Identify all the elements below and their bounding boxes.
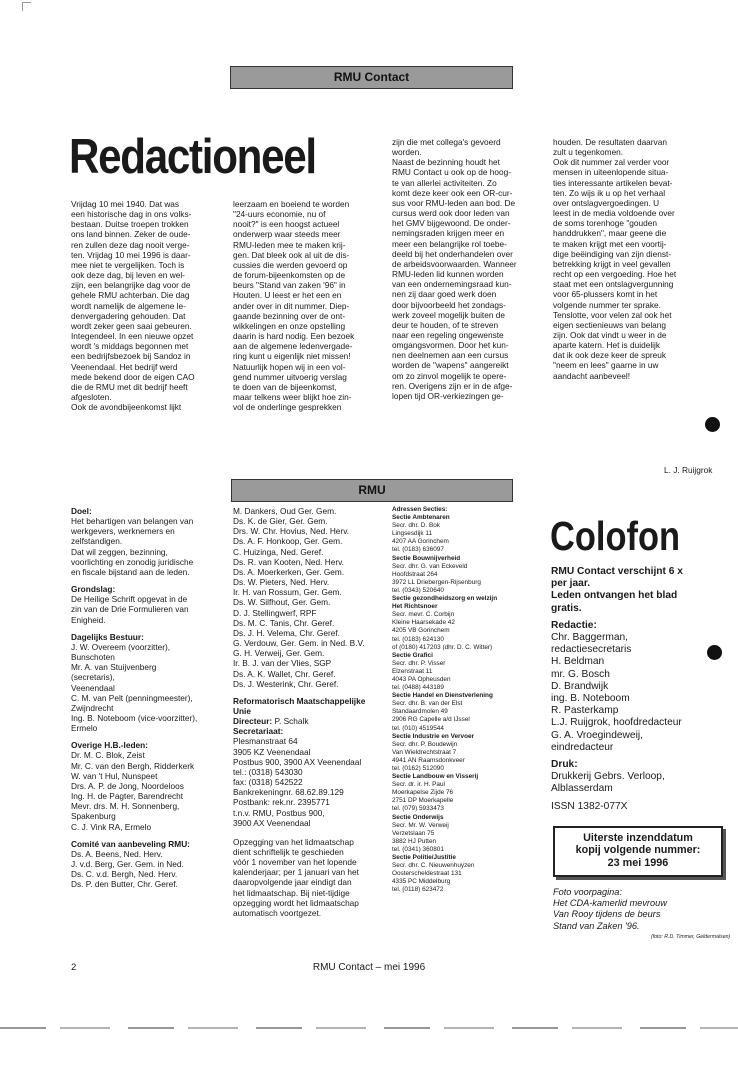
editorial-signature: L. J. Ruijgrok [664, 465, 713, 475]
secretariat-label: Secretariaat: [233, 726, 284, 737]
sections-title: Adressen Secties: [392, 506, 448, 513]
photo-credit: (foto: R.D. Timmer, Geldermalsen) [651, 934, 731, 940]
issn: ISSN 1382-077X [551, 801, 628, 812]
hb-leden-heading: Overige H.B.-leden: [71, 740, 148, 751]
section-address: Secr. dhr. P. Boudewijn Van Wieldrechtstraat 7 4941 AN Raamsdonkveer tel. (0162) 512090 [392, 740, 465, 772]
rmu-column-1 [71, 506, 231, 946]
secretariat-address: Plesmanstraat 64 3905 KZ Veenendaal Postbus 900, 3900 AX Veenendaal tel.: (0318) 543030 fax: (0318) 542522 Bankrekeningnr. 68.62.89.129 Postbank: rek.nr. 2395771 t.n.v. RMU, Postbus 900, 3900 AX Veenendaal [233, 736, 362, 828]
membership-text: Opzegging van het lidmaatschap dient schriftelijk te geschieden vóór 1 november van het lopende kalenderjaar; per 1 januari van het daaropvolgende jaar eindigt dan het lidmaatschap. Bij niet-tijdige opzegging wordt het lidmaatschap automatisch voortgezet. [233, 836, 359, 918]
editorial-column-4: houden. De resultaten daarvan zult u tegenkomen. Ook dit nummer zal verder voor mensen in uiteenlopende situa- ties interessante artikelen bevat- ten. Zo wijs ik u op het verhaal over ontslagvergoedingen. U leest in de media voldoende over de soms torenhoge "gouden handdrukken", maar geene die te maken krijgt met een voortij- dige beëindiging van zijn dienst- betrekking krijgt in veel gevallen recht op een vergoeding. Hoe het staat met een ontslagvergunning voor 65-plussers komt in het volgende nummer ter sprake. Tenslotte, voor velen zal ook het eigen sectienieuws van belang zijn. Ook dat vindt u weer in de aparte katern. Het is duidelijk dat ik ook deze keer de spreuk "neem en lees" gaarne in uw aandacht aanbeveel! [553, 137, 677, 381]
redactie-label: Redactie: [551, 620, 597, 631]
redactie-list: Chr. Baggerman, redactiesecretaris H. Beldman mr. G. Bosch D. Brandwijk ing. B. Noteboom R. Pasterkamp L.J. Ruijgrok, hoofdredacteur G. A. Vroegindeweij, eindredacteur [551, 632, 682, 753]
section-heading: Sectie Industrie en Vervoer [392, 732, 475, 740]
druk-label: Druk: [551, 759, 578, 770]
editorial-column-2: leerzaam en boeiend te worden "24-uurs economie, nu of nooit?" is een hoogst actueel onderwerp waar steeds meer RMU-leden mee te maken krij- gen. Dat bleek ook al uit de dis- cussies die werden gevoerd op de forum-bijeenkomsten op de beurs "Stand van zaken '96" in Houten. U leest er het een en ander over in dit nummer. Diep- gaande bezinning over de ont- wikkelingen en onze opstelling daarin is hard nodig. Een bezoek aan de algemene ledenvergade- ring kunt u eigenlijk niet missen! Natuurlijk hopen wij in een vol- gend nummer uitvoerig verslag te doen van de bijeenkomst, maar telkens weer blijkt hoe zin- vol de onderlinge gesprekken [233, 199, 355, 413]
editorial-title: Redactioneel [69, 130, 316, 184]
editorial-column-3: zijn die met collega's gevoerd worden. Naast de bezinning houdt het RMU Contact u ook op de hoog- te van allerlei activiteiten. Zo komt deze keer ook een OR-cur- sus voor RMU-leden aan bod. De cursus werd ook door leden van het GMV bijgewoond. De onder- nemingsraden krijgen meer en meer een belangrijke rol toebe- deeld bij het onderhandelen over de arbeidsvoorwaarden. Wanneer RMU-leden lid kunnen worden van een ondernemingsraad kun- nen zij daar goed werk doen door bijvoorbeeld het zondags- werk zoveel mogelijk buiten de deur te houden, of te streven naar een regeling ongewenste omgangsvormen. Door het kun- nen deelnemen aan een cursus worden de "wapens" aangereikt om zo zinvol mogelijk te opere- ren. Overigens zijn er in de afge- lopen tijd OR-verkiezingen ge- [392, 137, 517, 401]
page-number: 2 [71, 962, 77, 973]
section-address: Secr. dhr. B. van der Elst Standaardmolen 49 2906 RG Capelle a/d IJssel tel. (010) 4519544 [392, 700, 470, 732]
grondslag-text: De Heilige Schrift opgevat in de zin van de Drie Formulieren van Enigheid. [71, 594, 189, 625]
section-address: Secr. dhr. P. Visser Elzenstraat 11 4043 PA Opheusden tel. (0488) 443189 [392, 659, 451, 692]
comite-heading: Comité van aanbeveling RMU: [71, 838, 190, 849]
section-address: Secr. dhr. D. Bok Lingsesdijk 11 4207 AA Gorinchem tel. (0183) 636097 [392, 522, 449, 554]
director-name: P. Schalk [274, 716, 309, 727]
punch-hole [705, 417, 720, 432]
sections-list [392, 514, 544, 894]
section-address: Secr. dhr. C. Nieuwenhuyzen Oosterscheldestraat 131 4335 PC Middelburg tel. (0118) 623472 [392, 862, 475, 894]
doel-heading: Doel: [71, 506, 92, 516]
photo-caption: Foto voorpagina: Het CDA-kamerlid mevrouw Van Rooy tijdens de beurs Stand van Zaken '96. [553, 887, 667, 931]
sections-column [392, 506, 544, 951]
section-address: Secr. dhr. G. van Eckeveld Hoofdstraat 264 3972 LL Driebergen-Rijsenburg tel. (0343) 520640 [392, 562, 481, 594]
druk-text: Drukkerij Gebrs. Verloop, Alblasserdam [551, 771, 665, 795]
doel-text: Het behartigen van belangen van werkgevers, werknemers en zelfstandigen. Dat wil zeggen, bezinning, voorlichting en zonodig juridische en fiscale bijstand aan de leden. [71, 516, 194, 577]
section-address: Secr. dr. ir. H. Paul Moerkapelse Zijde 76 2751 DP Moerkapelle tel. (079) 5933473 [392, 781, 454, 813]
org-title: Reformatorisch Maatschappelijke Unie [233, 695, 366, 716]
grondslag-heading: Grondslag: [71, 584, 116, 595]
colofon-title: Colofon [550, 513, 681, 559]
dagelijks-bestuur-text: J. W. Overeem (voorzitter), Bunschoten Mr. A. van Stuijvenberg (secretaris), Veenendaal C. M. van Pelt (penningmeester), Zwijndrecht Ing. B. Noteboom (vice-voorzitter), Ermelo [71, 641, 198, 734]
colofon-intro: RMU Contact verschijnt 6 x per jaar. Leden ontvangen het blad gratis. [551, 566, 683, 614]
section-heading: Sectie Politie/Justitie [392, 854, 456, 862]
rmu-column-2 [233, 506, 385, 946]
section-banner: RMU [231, 479, 513, 502]
comite-names: M. Dankers, Oud Ger. Gem. Ds. K. de Gier, Ger. Gem. Drs. W. Chr. Hovius, Ned. Herv. Ds. A. F. Honkoop, Ger. Gem. C. Huizinga, Ned. Geref. Ds. R. van Kooten, Ned. Herv. Ds. A. Moerkerken, Ger. Gem. Ds. W. Pieters, Ned. Herv. Ir. H. van Rossum, Ger. Gem. Ds. W. Silfhout, Ger. Gem. D. J. Stellingwerf, RPF Ds. M. C. Tanis, Chr. Geref. Ds. J. H. Velema, Chr. Geref. G. Verdouw, Ger. Gem. in Ned. B.V. G. H. Verweij, Ger. Gem. Ir. B. J. van der Vlies, SGP Ds. A. K. Wallet, Chr. Geref. Ds. J. Westerink, Chr. Geref. [233, 506, 365, 689]
punch-hole [707, 645, 722, 660]
dagelijks-bestuur-heading: Dagelijks Bestuur: [71, 631, 144, 642]
footer-title: RMU Contact – mei 1996 [312, 962, 426, 973]
section-heading: Sectie Handel en Dienstverlening [392, 692, 493, 700]
section-heading: Sectie Grafici [392, 651, 433, 659]
section-heading: Sectie gezondheidszorg en welzijn Het Richtsnoer [392, 595, 498, 611]
section-address: Secr. Mr. W. Verweij Verzetslaan 75 3882 HJ Putten tel. (0341) 360801 [392, 821, 449, 853]
editorial-column-1: Vrijdag 10 mei 1940. Dat was een historische dag in ons volks- bestaan. Duitse troepen trokken ons land binnen. Zeker de oude- ren zullen deze dag nooit verge- ten. Vrijdag 10 mei 1996 is daar- mee niet te vergelijken. Toch is ook deze dag, bij leven en wel- zijn, een belangrijke dag voor de gehele RMU achterban. Die dag wordt namelijk de algemene le- denvergadering gehouden. Dat wordt zeker geen saai gebeuren. Integendeel. In een nieuwe opzet wordt 's middags begonnen met een bedrijfsbezoek bij Sandoz in Veenendaal. Het bedrijf werd mede bekend door de eigen CAO die de RMU met dit bedrijf heeft afgesloten. Ook de avondbijeenkomst lijkt [71, 199, 195, 413]
section-address: Secr. mevr. C. Corbijn Kleine Haarsekade 42 4205 VB Gorinchem tel. (0183) 624130 of (0180) 417203 (dhr. D. C. Witter) [392, 611, 493, 651]
deadline-box: Uiterste inzenddatum kopij volgende nummer: 23 mei 1996 [553, 826, 723, 877]
director-label: Directeur: [233, 716, 273, 727]
scan-edge-line [0, 1027, 738, 1029]
section-heading: Sectie Bouwnijverheid [392, 554, 461, 562]
hb-leden-text: Dr. M. C. Blok, Zeist Mr. C. van den Bergh, Ridderkerk W. van 't Hul, Nunspeet Drs. A. P. de Jong, Noordeloos Ing. H. de Pagter, Barendrecht Mevr. drs. M. H. Sonnenberg, Spakenburg C. J. Vink RA, Ermelo [71, 750, 195, 832]
comite-text: Ds. A. Beens, Ned. Herv. J. v.d. Berg, Ger. Gem. in Ned. Ds. C. v.d. Bergh, Ned. Herv. Ds. P. den Butter, Chr. Geref. [71, 848, 184, 890]
crop-mark [22, 2, 31, 11]
header-banner: RMU Contact [230, 66, 513, 89]
section-heading: Sectie Onderwijs [392, 813, 444, 821]
section-heading: Sectie Landbouw en Visserij [392, 773, 479, 781]
section-heading: Sectie Ambtenaren [392, 514, 450, 522]
